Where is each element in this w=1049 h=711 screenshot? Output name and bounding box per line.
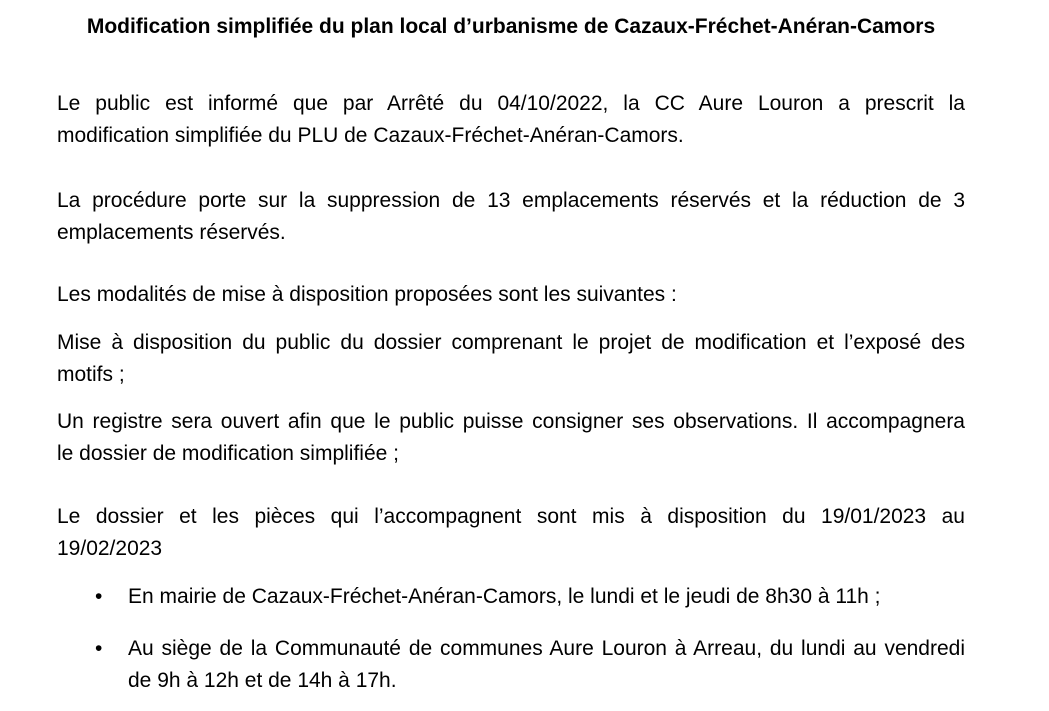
text-line: Au siège de la Communauté de communes Aure Louron à Arreau, du lundi au vendredi xyxy=(128,637,965,660)
text-line: Le public est informé que par Arrêté du 04/10/2022, la CC Aure Louron a prescrit la xyxy=(57,92,965,115)
text-line: Le dossier et les pièces qui l’accompagnent sont mis à disposition du 19/01/2023 au xyxy=(57,505,965,528)
text-line: La procédure porte sur la suppression de 13 emplacements réservés et la réduction de 3 xyxy=(57,189,965,212)
bullet-text xyxy=(128,581,965,613)
paragraph-arrete-prescription xyxy=(57,88,965,152)
text-line: En mairie de Cazaux-Fréchet-Anéran-Camors, le lundi et le jeudi de 8h30 à 11h ; xyxy=(128,585,881,608)
paragraph-mise-a-disposition-dossier xyxy=(57,327,965,391)
paragraph-procedure-objet xyxy=(57,185,965,249)
text-line: le dossier de modification simplifiée ; xyxy=(57,442,399,465)
document-title: Modification simplifiée du plan local d’urbanisme de Cazaux-Fréchet-Anéran-Camors xyxy=(86,15,936,38)
text-line: Un registre sera ouvert afin que le public puisse consigner ses observations. Il accompagnera xyxy=(57,410,965,433)
text-line: de 9h à 12h et de 14h à 17h. xyxy=(128,669,397,692)
bullet-list xyxy=(57,581,965,697)
text-line: 19/02/2023 xyxy=(57,537,163,560)
paragraph-registre-observations xyxy=(57,406,965,470)
bullet-item-mairie xyxy=(95,581,965,613)
text-line: modification simplifiée du PLU de Cazaux-Fréchet-Anéran-Camors. xyxy=(57,124,684,147)
paragraph-modalites-intro xyxy=(57,279,965,311)
text-line: motifs ; xyxy=(57,363,125,386)
bullet-item-siege-communaute xyxy=(95,633,965,697)
text-line: Mise à disposition du public du dossier comprenant le projet de modification et l’exposé des xyxy=(57,331,965,354)
bullet-icon: • xyxy=(95,585,103,608)
bullet-text xyxy=(128,633,965,697)
bullet-icon: • xyxy=(95,637,103,660)
text-line: Les modalités de mise à disposition proposées sont les suivantes : xyxy=(57,283,677,306)
paragraph-dossier-dates xyxy=(57,501,965,565)
text-line: emplacements réservés. xyxy=(57,221,286,244)
